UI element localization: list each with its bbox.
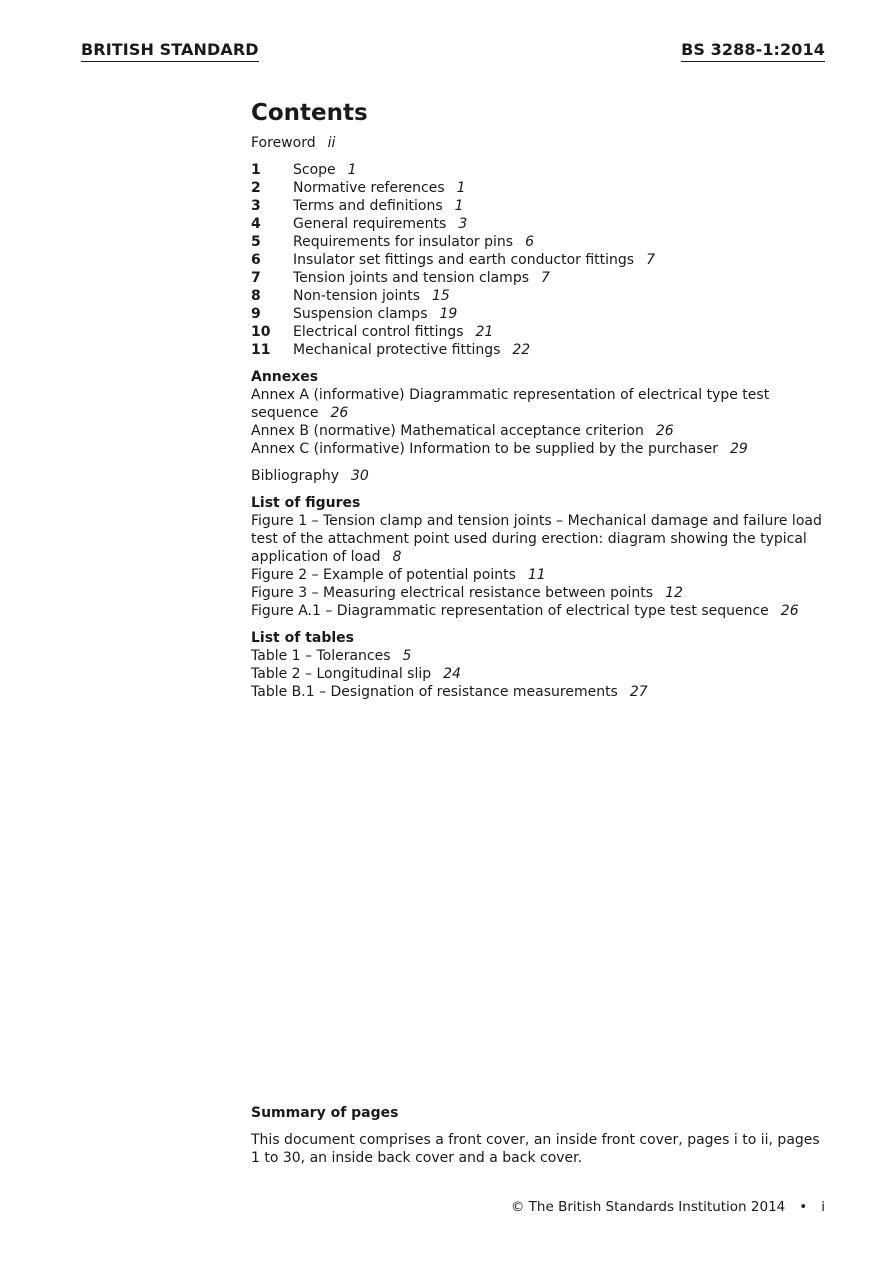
annex-entry[interactable] bbox=[251, 440, 831, 458]
table-entry[interactable] bbox=[251, 647, 831, 665]
header-standard-number: BS 3288-1:2014 bbox=[681, 40, 825, 62]
clause-page: 7 bbox=[646, 252, 656, 268]
figure-label: Figure 2 – Example of potential points bbox=[251, 567, 516, 583]
footer-bullet: • bbox=[799, 1199, 808, 1215]
clause-entry[interactable] bbox=[251, 197, 831, 215]
clause-label: Terms and definitions bbox=[293, 198, 443, 214]
clause-entry[interactable] bbox=[251, 269, 831, 287]
table-page: 27 bbox=[629, 684, 648, 700]
clause-number: 11 bbox=[251, 342, 271, 358]
contents-section bbox=[251, 98, 831, 701]
clause-number: 7 bbox=[251, 270, 261, 286]
summary-text: This document comprises a front cover, an inside front cover, pages i to ii, pages 1 to 30, an inside back cover and a back cover. bbox=[251, 1132, 820, 1166]
clause-entry[interactable] bbox=[251, 341, 831, 359]
clause-label: Requirements for insulator pins bbox=[293, 234, 514, 250]
figures-heading: List of figures bbox=[251, 495, 361, 511]
table-entry[interactable] bbox=[251, 683, 831, 701]
figure-page: 8 bbox=[392, 549, 402, 565]
clause-label: Normative references bbox=[293, 180, 445, 196]
summary-heading: Summary of pages bbox=[251, 1105, 399, 1121]
clause-number: 3 bbox=[251, 198, 261, 214]
annex-entry[interactable] bbox=[251, 386, 831, 422]
figure-page: 26 bbox=[780, 603, 799, 619]
clause-number: 8 bbox=[251, 288, 261, 304]
table-label: Table 1 – Tolerances bbox=[251, 648, 391, 664]
foreword-label: Foreword bbox=[251, 135, 316, 151]
clause-label: Mechanical protective fittings bbox=[293, 342, 501, 358]
table-label: Table 2 – Longitudinal slip bbox=[251, 666, 432, 682]
figure-entry[interactable] bbox=[251, 566, 831, 584]
clause-entry[interactable] bbox=[251, 251, 831, 269]
clause-number: 6 bbox=[251, 252, 261, 268]
copyright-text: © The British Standards Institution 2014 bbox=[510, 1199, 786, 1215]
tables-heading: List of tables bbox=[251, 630, 354, 646]
clause-label: Suspension clamps bbox=[293, 306, 428, 322]
header-standard-label: BRITISH STANDARD bbox=[81, 40, 259, 62]
clause-number: 2 bbox=[251, 180, 261, 196]
page-footer bbox=[511, 1199, 825, 1215]
clause-page: 7 bbox=[541, 270, 550, 286]
page-number: i bbox=[821, 1199, 825, 1215]
summary-section bbox=[251, 1104, 831, 1167]
clause-list bbox=[251, 161, 831, 359]
clause-label: Non-tension joints bbox=[293, 288, 421, 304]
bibliography-page: 30 bbox=[351, 468, 369, 484]
clause-number: 1 bbox=[251, 162, 261, 178]
figure-entry[interactable] bbox=[251, 602, 831, 620]
clause-entry[interactable] bbox=[251, 161, 831, 179]
annex-page: 26 bbox=[330, 405, 349, 421]
figure-label: Figure 1 – Tension clamp and tension joints – Mechanical damage and failure load test of the attachment point used during erection: diagram showing the typical application of load bbox=[251, 513, 822, 565]
clause-number: 4 bbox=[251, 216, 261, 232]
clause-page: 1 bbox=[456, 180, 466, 196]
annexes-heading: Annexes bbox=[251, 369, 319, 385]
clause-label: Electrical control fittings bbox=[293, 324, 464, 340]
annex-page: 26 bbox=[655, 423, 674, 439]
clause-entry[interactable] bbox=[251, 233, 831, 251]
clause-entry[interactable] bbox=[251, 179, 831, 197]
figure-page: 11 bbox=[527, 567, 546, 583]
clause-label: General requirements bbox=[293, 216, 447, 232]
annex-label: Annex A (informative) Diagrammatic representation of electrical type test sequence bbox=[251, 387, 770, 421]
table-page: 24 bbox=[443, 666, 461, 682]
figure-list bbox=[251, 512, 831, 620]
annex-entry[interactable] bbox=[251, 422, 831, 440]
clause-page: 6 bbox=[525, 234, 535, 250]
clause-page: 22 bbox=[512, 342, 531, 358]
clause-number: 9 bbox=[251, 306, 261, 322]
clause-page: 1 bbox=[347, 162, 357, 178]
table-label: Table B.1 – Designation of resistance measurements bbox=[251, 684, 618, 700]
clause-page: 1 bbox=[454, 198, 464, 214]
annex-page: 29 bbox=[729, 441, 748, 457]
clause-entry[interactable] bbox=[251, 305, 831, 323]
table-entry[interactable] bbox=[251, 665, 831, 683]
clause-entry[interactable] bbox=[251, 287, 831, 305]
table-page: 5 bbox=[402, 648, 412, 664]
clause-page: 3 bbox=[458, 216, 468, 232]
foreword-page: ii bbox=[327, 135, 336, 151]
clause-label: Insulator set fittings and earth conductor fittings bbox=[293, 252, 635, 268]
figure-page: 12 bbox=[665, 585, 683, 601]
bibliography-label: Bibliography bbox=[251, 468, 339, 484]
figure-label: Figure A.1 – Diagrammatic representation of electrical type test sequence bbox=[251, 603, 769, 619]
annex-list bbox=[251, 386, 831, 458]
clause-label: Tension joints and tension clamps bbox=[293, 270, 530, 286]
figure-entry[interactable] bbox=[251, 584, 831, 602]
clause-entry[interactable] bbox=[251, 323, 831, 341]
clause-label: Scope bbox=[293, 162, 336, 178]
annex-label: Annex B (normative) Mathematical acceptance criterion bbox=[251, 423, 644, 439]
figure-label: Figure 3 – Measuring electrical resistance between points bbox=[251, 585, 654, 601]
bibliography-entry[interactable] bbox=[251, 467, 831, 485]
clause-page: 15 bbox=[432, 288, 450, 304]
clause-entry[interactable] bbox=[251, 215, 831, 233]
foreword-entry[interactable] bbox=[251, 134, 831, 152]
clause-number: 5 bbox=[251, 234, 261, 250]
clause-page: 19 bbox=[439, 306, 458, 322]
clause-number: 10 bbox=[251, 324, 271, 340]
figure-entry[interactable] bbox=[251, 512, 831, 566]
annex-label: Annex C (informative) Information to be supplied by the purchaser bbox=[251, 441, 718, 457]
table-list bbox=[251, 647, 831, 701]
clause-page: 21 bbox=[475, 324, 494, 340]
contents-title: Contents bbox=[251, 100, 368, 126]
